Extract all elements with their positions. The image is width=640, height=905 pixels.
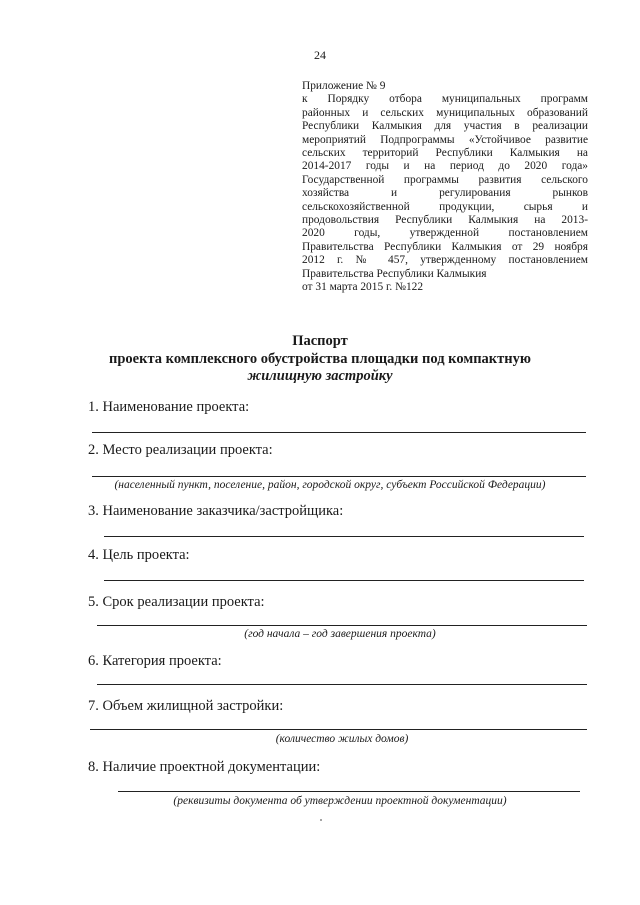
document-title bbox=[0, 333, 640, 386]
field-label-project-name: 1. Наименование проекта: bbox=[88, 399, 250, 415]
appendix-line: Правительства Республики Калмыкия от 29 ноября bbox=[302, 240, 588, 253]
field-line-goal bbox=[104, 580, 584, 581]
field-hint-location: (населенный пункт, поселение, район, городской округ, субъект Российской Федерации) bbox=[114, 479, 546, 491]
field-label-documentation: 8. Наличие проектной документации: bbox=[88, 759, 321, 775]
field-hint-volume: (количество жилых домов) bbox=[275, 733, 409, 745]
field-label-category: 6. Категория проекта: bbox=[88, 653, 222, 669]
field-hint-documentation: (реквизиты документа об утверждении проектной документации) bbox=[173, 795, 507, 807]
appendix-line: 2014-2017 годы и на период до 2020 года» bbox=[302, 160, 588, 173]
field-hint-term: (год начала – год завершения проекта) bbox=[244, 628, 436, 640]
field-label-customer: 3. Наименование заказчика/застройщика: bbox=[88, 503, 344, 519]
field-label-volume: 7. Объем жилищной застройки: bbox=[88, 698, 284, 714]
title-line: проекта комплексного обустройства площадки под компактную bbox=[109, 350, 531, 367]
appendix-line: Правительства Республики Калмыкия bbox=[302, 267, 487, 280]
appendix-line: Приложение № 9 bbox=[302, 80, 386, 92]
appendix-line: 2020 годы, утвержденной постановлением bbox=[302, 227, 588, 240]
field-line-customer bbox=[104, 536, 584, 537]
page-number: 24 bbox=[314, 48, 326, 62]
field-line-documentation bbox=[118, 791, 580, 792]
appendix-line: сельскохозяйственной продукции, сырья и bbox=[302, 200, 588, 213]
title-line: жилищную застройку bbox=[247, 368, 393, 384]
appendix-line: хозяйства и регулирования рынков bbox=[302, 187, 588, 200]
appendix-line: сельских территорий Республики Калмыкия на bbox=[302, 147, 588, 160]
field-line-term bbox=[97, 625, 587, 626]
appendix-line: районных и сельских муниципальных образований bbox=[302, 106, 588, 119]
field-label-location: 2. Место реализации проекта: bbox=[88, 442, 273, 458]
appendix-block bbox=[302, 80, 588, 295]
appendix-line: 2012 г. № 457, утвержденному постановлением bbox=[302, 254, 588, 267]
appendix-line: к Порядку отбора муниципальных программ bbox=[302, 93, 588, 106]
appendix-line: Государственной программы развития сельского bbox=[302, 173, 588, 186]
field-label-goal: 4. Цель проекта: bbox=[88, 547, 190, 563]
field-label-term: 5. Срок реализации проекта: bbox=[88, 594, 265, 610]
field-line-category bbox=[97, 684, 587, 685]
appendix-line: от 31 марта 2015 г. №122 bbox=[302, 281, 424, 294]
scan-speck bbox=[320, 819, 322, 821]
appendix-line: мероприятий Подпрограммы «Устойчивое развитие bbox=[302, 133, 588, 146]
field-line-volume bbox=[90, 729, 587, 730]
title-line: Паспорт bbox=[292, 333, 348, 349]
field-line-project-name bbox=[92, 432, 586, 433]
field-line-location bbox=[92, 476, 586, 477]
appendix-line: Республики Калмыкия для участия в реализации bbox=[302, 120, 588, 133]
appendix-line: продовольствия Республики Калмыкия на 2013- bbox=[302, 214, 588, 227]
